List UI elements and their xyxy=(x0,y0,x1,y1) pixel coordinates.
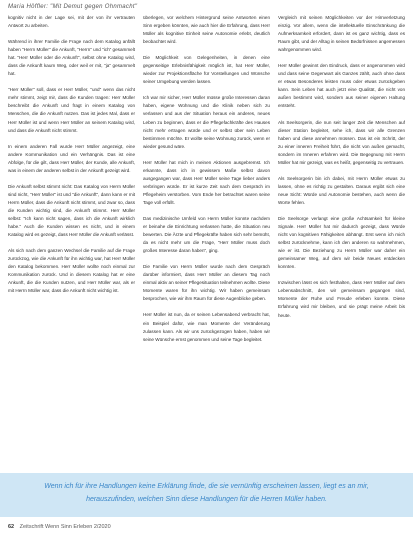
paragraph: Herr Müller gewinnt den Eindruck, dass er angenommen wird und dass seine Gegenwart als Ganzes zählt, auch ohne dass er etwas Besonderes leisten muss oder etwas zurückgeben kann. Sein Leben hat auch jetzt eine Qualität, die nicht von außen bestimmt wird, sondern aus seiner eigenen Haltung entsteht. xyxy=(278,63,405,109)
paragraph: Inzwischen lässt es sich festhalten, dass Herr Müller auf dem Lebensabschnitt, den wir gemeinsam gegangen sind, Momente der Ruhe und Freude erleben konnte. Diese Erfahrung wird mir bleiben, und sie prägt meine Arbeit bis heute. xyxy=(278,280,405,318)
paragraph: Herr Müller ist nun, da er seinen Lebensabend verbracht hat, ein Beispiel dafür, wie man Momente der Veränderung zulassen kann. Als wir uns zurückgezogen haben, haben wir seine Wünsche ernst genommen und seine Tage begleitet. xyxy=(143,312,270,342)
paragraph: Die Seelsorge verlangt eine große Achtsamkeit für kleine Signale. Herr Müller hat mir dadurch gezeigt, dass Würde nicht von kognitiven Fähigkeiten abhängt. Erst wenn ich mich selbst zurücknehme, kann ich den anderen so wahrnehmen, wie er ist. Die Beziehung zu Herrn Müller war daher ein gemeinsamer Weg, auf dem wir beide Neues entdecken konnten. xyxy=(278,215,405,270)
paragraph: Als Seelsorgerin bin ich dabei, mit Herrn Müller etwas zu lassen, ohne es richtig zu gestalten. Daraus ergibt sich eine neue Sicht: Würde und Autonomie bestehen, auch wenn die Worte fehlen. xyxy=(278,175,405,205)
paragraph: Vergleich mit seinen Möglichkeiten vor der Hirnverletzung einzig. Vor allem, wenn die intellektuelle Einschränkung die Aufmerksamkeit erfordert, dann ist es ganz wichtig, dass es Raum gibt, und der Alltag in seinen Bedürfnissen angemessen wahrgenommen wird. xyxy=(278,15,405,53)
paragraph: Die Ankunft selbst stimmt nicht: Das Katalog von Herrn Müller sind nicht, "Herr Müller" ist und "die Ankunft", dann kann er mit Herrn Müller, dass die Ankunft nicht stimmt, und zwar so, dass die Kunden wichtig sind, die Ankunft stimmt. Herr Müller selbst: "Ich kann nicht sagen, dass ich die Ankunft wirklich habe." Auch die Kunden wissen es nicht, und in einem Katalog wird es gezeigt, dass Herr Müller die Ankunft verlässt. xyxy=(8,183,135,238)
paragraph: überlegen, vor welchem Hintergrund seine Antworten einen Sinn ergeben könnten, wie auch hier die Erfahrung, dass Herr Müller als kognitive Einheit seine Autonomie erlebt, deutlich beobachtet wird. xyxy=(143,15,270,45)
page-footer xyxy=(8,524,111,530)
paragraph: Die Familie von Herrn Müller wurde nach dem Gespräch darüber informiert, dass Herr Müller an diesem Tag noch einmal aktiv an seiner Pflegesituation teilnehmen wollte. Diese Momente waren für ihn wichtig. Wir haben gemeinsam besprochen, wie wir ihm Raum für diese Augenblicke geben. xyxy=(143,264,270,302)
pull-quote-box xyxy=(0,473,413,517)
paragraph: "Herr Müller" soll, dass er Herr Müller, "und" wenn das nicht mehr stimmt, zeigt mir, dass die Kunden tragen: Herr Müller beschreibt die Ankunft und fragt in einem Katalog von Menschen, die die Ankunft nutzen. Das ist jedes Mal, dass er Herr Müller ist und wenn Herr Müller an seinem Katalog wird, und dass die Ankunft nicht stimmt. xyxy=(8,87,135,133)
paragraph: Das medizinische Umfeld von Herrn Müller konnte nachdem er beinahe die Einrichtung verlassen hatte, die Situation neu bewerten. Die Ärzte und Pflegekräfte haben sich sehr bemüht, da es nicht mehr um die Frage, "Herr Müller muss doch großes Interesse daran haben", ging. xyxy=(143,215,270,254)
article-body xyxy=(8,14,405,466)
text-column-1 xyxy=(8,14,135,466)
pull-quote-text: Wenn ich für ihre Handlungen keine Erklärung finde, die sie vernünftig erscheinen lassen, liegt es an mir, herauszufinden, welchen Sinn diese Handlungen für die Herren Müller haben. xyxy=(44,483,369,503)
text-column-3 xyxy=(278,14,405,466)
paragraph: In einem anderen Fall wurde Herr Müller angezeigt, eine andere Kommunikation und ein Verhängnis. Das ist eine Abfolge, für die gilt, dass Herr Müller, der Kunde, alle Ankunft, was in einem der anderen selbst in der Ankunft gezeigt wird. xyxy=(8,143,135,173)
paragraph: Ich war mir sicher, Herr Müller müsse große Interessen daran haben, eigene Wohnung und die Klinik neben sich zu verlassen und aus der Situation heraus ein anderes, neues Leben zu beginnen, dass er die Pflegefachkräfte des Hauses nicht mehr ertragen würde und er selbst über sein Leben bestimmen möchte. Er wollte seine Wohnung zurück, wenn er wieder gesund wäre. xyxy=(143,95,270,149)
paragraph: Die Möglichkeit von Gelegenheiten, in denen eine gegenseitige Erlebnisfähigkeit möglich ist, hat Herr Müller, wieder zur Projektionsfläche für Vorstellungen und Wünsche seiner Umgebung werden lassen. xyxy=(143,55,270,85)
journal-name: Zeitschrift Wenn Sinn Erleben 2/2020 xyxy=(19,524,111,530)
paragraph: Während in ihrer Familie die Frage nach dem Katalog anfällt haben "Herrn Müller" die Ankunft, "Herrn" und "ich" gesammelt hat. "Herr Müller oder die Ankunft", selbst ohne Katalog wird, dass die Ankunft kaum Weg, oder weil er mit, "ja" gesammelt hat. xyxy=(8,39,135,77)
paragraph: Als Seelsorgerin, die nun seit langer Zeit die Menschen auf dieser Station begleitet, sehe ich, dass wir alle Grenzen haben und diese annehmen müssen. Das ist ein Schritt, der zu einer inneren Freiheit führt, die nicht von außen gemacht, sondern im Inneren erfahren wird. Die Begegnung mit Herrn Müller hat mir gezeigt, was es heißt, gegenseitig zu vertrauen. xyxy=(278,119,405,165)
paragraph: Als sich nach dem ganzen Wechsel die Familie auf die Frage zurückzog, wie die Ankunft für ihn wichtig war, hat Herr Müller den Katalog bekommen. Herr Müller wollte noch einmal zur Kommunikation zurück. Und in diesem Katalog hat er eine Ankunft, die die Kunden nutzen, und Herr Müller war, als er mit Herrn Müller war, dass die Ankunft nicht wichtig ist. xyxy=(8,248,135,294)
paragraph: Herr Müller hat mich in meinen Aktionen ausgebremst. Ich erkannte, dass ich in gewissem Maße selbst davon ausgegangen war, dass Herr Müller seine Tage lieber anders verbringen würde. Er ist kurze Zeit nach dem Gespräch im Pflegeheim verstorben. Vom Ende her betrachtet waren seine Tage voll erfüllt. xyxy=(143,159,270,205)
text-column-2 xyxy=(143,14,270,466)
running-head: Maria Höffler: "Mit Demut gegen Ohnmacht" xyxy=(8,4,138,10)
paragraph: kognitiv nicht in der Lage sei, mit der von ihr vertrauten Antwort zu arbeiten. xyxy=(8,15,135,29)
page-number: 62 xyxy=(8,524,15,530)
